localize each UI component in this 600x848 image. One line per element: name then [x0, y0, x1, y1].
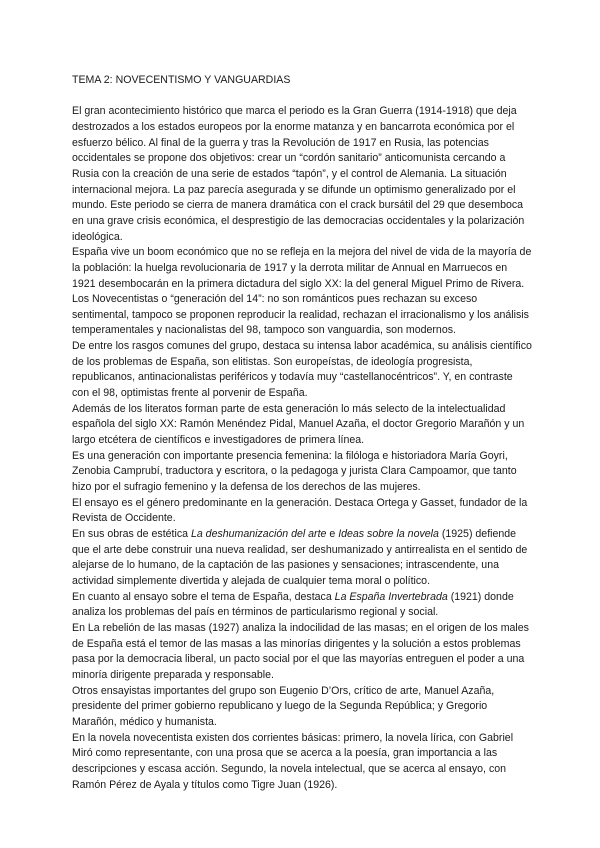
paragraph — [72, 621, 532, 684]
paragraph — [72, 449, 532, 496]
paragraph-text: El ensayo es el género predominante en la generación. Destaca Ortega y Gasset, fundador de la Revista de Occidente. — [72, 496, 528, 525]
paragraph-text: (1925) defiende que el arte debe construir una nueva realidad, ser deshumanizado y antirrealista en el sentido de alejarse de lo humano, de la captación de las pasiones y sensaciones; intrascendente, una actividad simplemente divertida y alejada de cualquier tema moral o político. — [72, 528, 528, 587]
paragraph-text: De entre los rasgos comunes del grupo, destaca su intensa labor académica, su análisis científico de los problemas de España, son elitistas. Son europeístas, de ideología progresista, republicanos, antinacionalistas periféricos y todavía muy “castellanocéntricos”. Y, en contraste con el 98, optimistas frente al porvenir de España. — [72, 340, 532, 400]
paragraph-text: En cuanto al ensayo sobre el tema de España, destaca — [72, 590, 335, 603]
book-title: La España Invertebrada — [334, 590, 448, 603]
paragraph-text: Es una generación con importante presencia femenina: la filóloga e historiadora María Goyri, Zenobia Camprubí, traductora y escritora, o la pedagoga y jurista Clara Campoamor, que tanto hizo por el sufragio femenino y la defensa de los derechos de las mujeres. — [72, 449, 517, 494]
paragraph-text: En La rebelión de las masas (1927) analiza la indocilidad de las masas; en el origen de los males de España está el temor de las masas a las minorías dirigentes y la solución a estos problemas pasa por la democracia liberal, un pacto social por el que las mayorías entreguen el poder a una minoría dirigente preparada y responsable. — [72, 621, 529, 681]
paragraph-list — [72, 104, 532, 793]
paragraph-text: (1921) donde analiza los problemas del país en términos de particularismo regional y social. — [72, 590, 514, 619]
paragraph — [72, 104, 532, 245]
paragraph-text: Los Novecentistas o “generación del 14”: no son románticos pues rechazan su exceso sentimental, tampoco se proponen reproducir la realidad, rechazan el irracionalismo y los análisis temperamentales y nacionalistas del 98, tampoco son vanguardia, son modernos. — [72, 293, 529, 337]
book-title: Ideas sobre la novela — [338, 528, 439, 541]
paragraph — [72, 731, 532, 794]
paragraph-text: Además de los literatos forman parte de esta generación lo más selecto de la intelectualidad española del siglo XX: Ramón Menéndez Pidal, Manuel Azaña, el doctor Gregorio Marañón y un largo etcétera de científicos e investigadores de primera línea. — [72, 402, 525, 447]
book-title: La deshumanización del arte — [190, 528, 327, 541]
paragraph — [72, 496, 532, 527]
document-title: TEMA 2: NOVECENTISMO Y VANGUARDIAS — [72, 74, 291, 86]
paragraph-text: En sus obras de estética — [72, 528, 191, 541]
paragraph-text: Otros ensayistas importantes del grupo son Eugenio D’Ors, crítico de arte, Manuel Azaña, presidente del primer gobierno republicano y luego de la Segunda República; y Gregorio Marañón, médico y humanista. — [72, 684, 495, 728]
paragraph — [72, 245, 532, 292]
document-body — [72, 73, 532, 793]
paragraph-text: En la novela novecentista existen dos corrientes básicas: primero, la novela lírica, con Gabriel Miró como representante, con una prosa que se acerca a la poesía, gran importancia a las descripciones y escasa acción. Segundo, la novela intelectual, que se acerca al ensayo, con Ramón Pérez de Ayala y títulos como Tigre Juan (1926). — [72, 731, 514, 791]
paragraph — [72, 402, 532, 449]
paragraph — [72, 292, 532, 339]
paragraph — [72, 590, 532, 621]
paragraph — [72, 339, 532, 402]
paragraph-text: El gran acontecimiento histórico que marca el periodo es la Gran Guerra (1914-1918) que deja destrozados a los estados europeos por la enorme matanza y en bancarrota económica por el esfuerzo bélico. Al final de la guerra y tras la Revolución de 1917 en Rusia, las potencias occidentales se propone dos objetivos: crear un “cordón sanitario” anticomunista cercando a Rusia con la creación de una serie de estados “tapón”, y el control de Alemania. La situación internacional mejora. La paz parecía asegurada y se difunde un optimismo generalizado por el mundo. Este periodo se cierra de manera dramática con el crack bursátil del 29 que desemboca en una grave crisis económica, el desprestigio de las democracias occidentales y la polarización ideológica. — [72, 105, 525, 243]
paragraph — [72, 684, 532, 731]
paragraph-text: e — [326, 528, 339, 541]
paragraph-text: España vive un boom económico que no se refleja en la mejora del nivel de vida de la mayoría de la población: la huelga revolucionaria de 1917 y la derrota militar de Annual en Marruecos en 1921 desembocarán en la primera dictadura del siglo XX: la del general Miguel Primo de Rivera. — [72, 246, 532, 290]
paragraph — [72, 527, 532, 590]
